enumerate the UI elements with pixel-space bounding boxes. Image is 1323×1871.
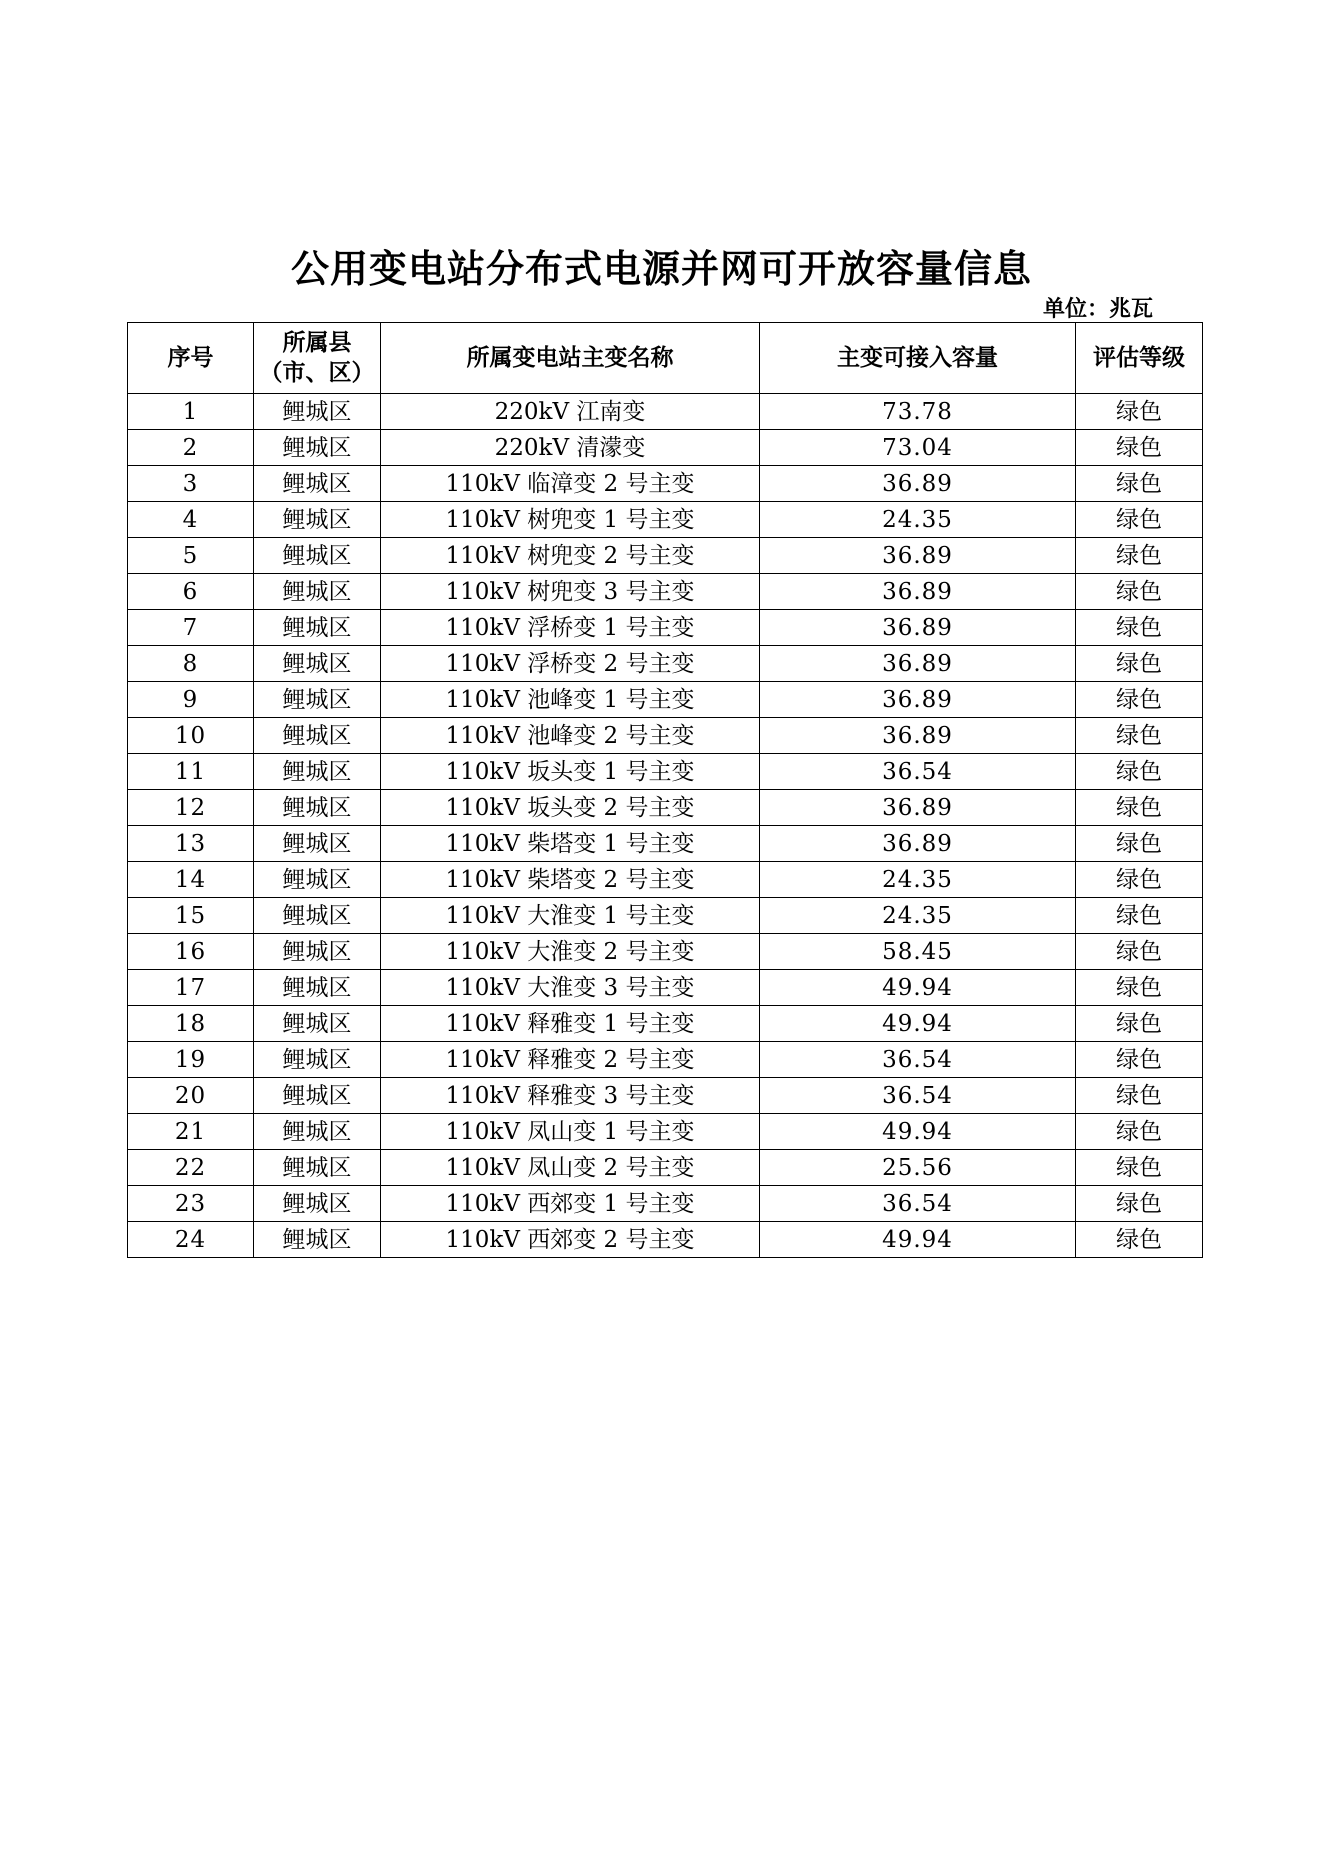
cell-seq: 11	[128, 754, 254, 790]
cell-capacity: 36.54	[760, 1186, 1076, 1222]
cell-county: 鲤城区	[254, 790, 381, 826]
cell-county: 鲤城区	[254, 1006, 381, 1042]
cell-county: 鲤城区	[254, 394, 381, 430]
cell-capacity: 73.04	[760, 430, 1076, 466]
cell-capacity: 25.56	[760, 1150, 1076, 1186]
cell-grade: 绿色	[1076, 1150, 1203, 1186]
cell-grade: 绿色	[1076, 898, 1203, 934]
cell-seq: 24	[128, 1222, 254, 1258]
cell-substation-name: 110kV 大淮变 3 号主变	[381, 970, 760, 1006]
table-row	[128, 1222, 1203, 1258]
cell-county: 鲤城区	[254, 898, 381, 934]
cell-capacity: 36.89	[760, 718, 1076, 754]
header-grade: 评估等级	[1076, 323, 1203, 394]
cell-grade: 绿色	[1076, 1078, 1203, 1114]
cell-county: 鲤城区	[254, 1078, 381, 1114]
cell-seq: 23	[128, 1186, 254, 1222]
cell-seq: 3	[128, 466, 254, 502]
cell-capacity: 36.54	[760, 1078, 1076, 1114]
cell-substation-name: 110kV 西郊变 2 号主变	[381, 1222, 760, 1258]
header-substation-name: 所属变电站主变名称	[381, 323, 760, 394]
cell-seq: 18	[128, 1006, 254, 1042]
cell-county: 鲤城区	[254, 574, 381, 610]
cell-substation-name: 110kV 柴塔变 1 号主变	[381, 826, 760, 862]
cell-grade: 绿色	[1076, 646, 1203, 682]
cell-county: 鲤城区	[254, 1114, 381, 1150]
cell-grade: 绿色	[1076, 1186, 1203, 1222]
table-row	[128, 1006, 1203, 1042]
cell-county: 鲤城区	[254, 646, 381, 682]
table-row	[128, 430, 1203, 466]
cell-seq: 20	[128, 1078, 254, 1114]
cell-grade: 绿色	[1076, 862, 1203, 898]
cell-capacity: 49.94	[760, 970, 1076, 1006]
cell-seq: 17	[128, 970, 254, 1006]
cell-grade: 绿色	[1076, 1114, 1203, 1150]
cell-capacity: 36.54	[760, 754, 1076, 790]
header-county-line1: 所属县	[282, 329, 352, 356]
cell-grade: 绿色	[1076, 682, 1203, 718]
table-row	[128, 574, 1203, 610]
cell-grade: 绿色	[1076, 718, 1203, 754]
table-header	[128, 323, 1203, 394]
cell-seq: 15	[128, 898, 254, 934]
cell-substation-name: 110kV 释雅变 2 号主变	[381, 1042, 760, 1078]
cell-seq: 14	[128, 862, 254, 898]
cell-seq: 13	[128, 826, 254, 862]
cell-seq: 12	[128, 790, 254, 826]
cell-capacity: 36.54	[760, 1042, 1076, 1078]
cell-seq: 7	[128, 610, 254, 646]
header-county	[254, 323, 381, 394]
header-seq: 序号	[128, 323, 254, 394]
table-row	[128, 466, 1203, 502]
cell-county: 鲤城区	[254, 1150, 381, 1186]
header-capacity: 主变可接入容量	[760, 323, 1076, 394]
cell-substation-name: 110kV 临漳变 2 号主变	[381, 466, 760, 502]
table-row	[128, 754, 1203, 790]
cell-capacity: 36.89	[760, 574, 1076, 610]
table-row	[128, 1150, 1203, 1186]
cell-grade: 绿色	[1076, 394, 1203, 430]
table-row	[128, 1078, 1203, 1114]
cell-substation-name: 110kV 西郊变 1 号主变	[381, 1186, 760, 1222]
cell-grade: 绿色	[1076, 430, 1203, 466]
table-row	[128, 862, 1203, 898]
cell-substation-name: 220kV 清濛变	[381, 430, 760, 466]
cell-capacity: 24.35	[760, 898, 1076, 934]
cell-capacity: 36.89	[760, 538, 1076, 574]
cell-substation-name: 110kV 坂头变 2 号主变	[381, 790, 760, 826]
cell-grade: 绿色	[1076, 1042, 1203, 1078]
unit-label: 单位：兆瓦	[1042, 296, 1153, 322]
cell-seq: 9	[128, 682, 254, 718]
cell-capacity: 49.94	[760, 1006, 1076, 1042]
cell-seq: 2	[128, 430, 254, 466]
cell-grade: 绿色	[1076, 538, 1203, 574]
cell-substation-name: 110kV 大淮变 2 号主变	[381, 934, 760, 970]
cell-county: 鲤城区	[254, 610, 381, 646]
header-county-line2: （市、区）	[259, 359, 375, 386]
table-row	[128, 682, 1203, 718]
cell-grade: 绿色	[1076, 1222, 1203, 1258]
cell-seq: 4	[128, 502, 254, 538]
table-row	[128, 934, 1203, 970]
cell-substation-name: 110kV 树兜变 3 号主变	[381, 574, 760, 610]
cell-substation-name: 110kV 柴塔变 2 号主变	[381, 862, 760, 898]
cell-seq: 6	[128, 574, 254, 610]
cell-seq: 5	[128, 538, 254, 574]
cell-county: 鲤城区	[254, 1042, 381, 1078]
cell-capacity: 36.89	[760, 790, 1076, 826]
cell-substation-name: 110kV 大淮变 1 号主变	[381, 898, 760, 934]
cell-grade: 绿色	[1076, 610, 1203, 646]
cell-capacity: 49.94	[760, 1114, 1076, 1150]
cell-grade: 绿色	[1076, 826, 1203, 862]
cell-seq: 1	[128, 394, 254, 430]
header-row	[128, 323, 1203, 394]
cell-county: 鲤城区	[254, 862, 381, 898]
cell-capacity: 73.78	[760, 394, 1076, 430]
cell-capacity: 36.89	[760, 466, 1076, 502]
cell-seq: 16	[128, 934, 254, 970]
cell-substation-name: 110kV 树兜变 2 号主变	[381, 538, 760, 574]
cell-capacity: 36.89	[760, 646, 1076, 682]
cell-county: 鲤城区	[254, 718, 381, 754]
cell-grade: 绿色	[1076, 934, 1203, 970]
table-row	[128, 718, 1203, 754]
table-row	[128, 1114, 1203, 1150]
table-body	[128, 394, 1203, 1258]
cell-substation-name: 110kV 凤山变 2 号主变	[381, 1150, 760, 1186]
cell-capacity: 24.35	[760, 502, 1076, 538]
cell-county: 鲤城区	[254, 682, 381, 718]
cell-capacity: 58.45	[760, 934, 1076, 970]
cell-county: 鲤城区	[254, 430, 381, 466]
cell-seq: 21	[128, 1114, 254, 1150]
cell-substation-name: 110kV 释雅变 3 号主变	[381, 1078, 760, 1114]
cell-seq: 10	[128, 718, 254, 754]
table-row	[128, 970, 1203, 1006]
document-title: 公用变电站分布式电源并网可开放容量信息	[290, 246, 1032, 291]
table-row	[128, 790, 1203, 826]
cell-county: 鲤城区	[254, 1222, 381, 1258]
cell-grade: 绿色	[1076, 790, 1203, 826]
table-row	[128, 898, 1203, 934]
cell-county: 鲤城区	[254, 754, 381, 790]
capacity-table	[127, 322, 1203, 1258]
cell-seq: 22	[128, 1150, 254, 1186]
cell-grade: 绿色	[1076, 1006, 1203, 1042]
table-row	[128, 646, 1203, 682]
table-row	[128, 610, 1203, 646]
cell-capacity: 36.89	[760, 610, 1076, 646]
cell-substation-name: 110kV 树兜变 1 号主变	[381, 502, 760, 538]
cell-substation-name: 110kV 坂头变 1 号主变	[381, 754, 760, 790]
cell-capacity: 36.89	[760, 682, 1076, 718]
cell-seq: 8	[128, 646, 254, 682]
cell-grade: 绿色	[1076, 466, 1203, 502]
cell-county: 鲤城区	[254, 502, 381, 538]
cell-grade: 绿色	[1076, 970, 1203, 1006]
cell-substation-name: 110kV 浮桥变 1 号主变	[381, 610, 760, 646]
cell-grade: 绿色	[1076, 754, 1203, 790]
cell-county: 鲤城区	[254, 1186, 381, 1222]
cell-substation-name: 110kV 池峰变 1 号主变	[381, 682, 760, 718]
cell-substation-name: 110kV 凤山变 1 号主变	[381, 1114, 760, 1150]
cell-substation-name: 220kV 江南变	[381, 394, 760, 430]
table-row	[128, 538, 1203, 574]
cell-capacity: 49.94	[760, 1222, 1076, 1258]
cell-substation-name: 110kV 浮桥变 2 号主变	[381, 646, 760, 682]
cell-capacity: 24.35	[760, 862, 1076, 898]
cell-county: 鲤城区	[254, 466, 381, 502]
table-row	[128, 826, 1203, 862]
cell-substation-name: 110kV 池峰变 2 号主变	[381, 718, 760, 754]
cell-substation-name: 110kV 释雅变 1 号主变	[381, 1006, 760, 1042]
cell-county: 鲤城区	[254, 970, 381, 1006]
table-row	[128, 1042, 1203, 1078]
cell-county: 鲤城区	[254, 538, 381, 574]
cell-county: 鲤城区	[254, 826, 381, 862]
cell-county: 鲤城区	[254, 934, 381, 970]
table-row	[128, 394, 1203, 430]
cell-capacity: 36.89	[760, 826, 1076, 862]
cell-grade: 绿色	[1076, 574, 1203, 610]
cell-seq: 19	[128, 1042, 254, 1078]
table-row	[128, 502, 1203, 538]
table-row	[128, 1186, 1203, 1222]
cell-grade: 绿色	[1076, 502, 1203, 538]
